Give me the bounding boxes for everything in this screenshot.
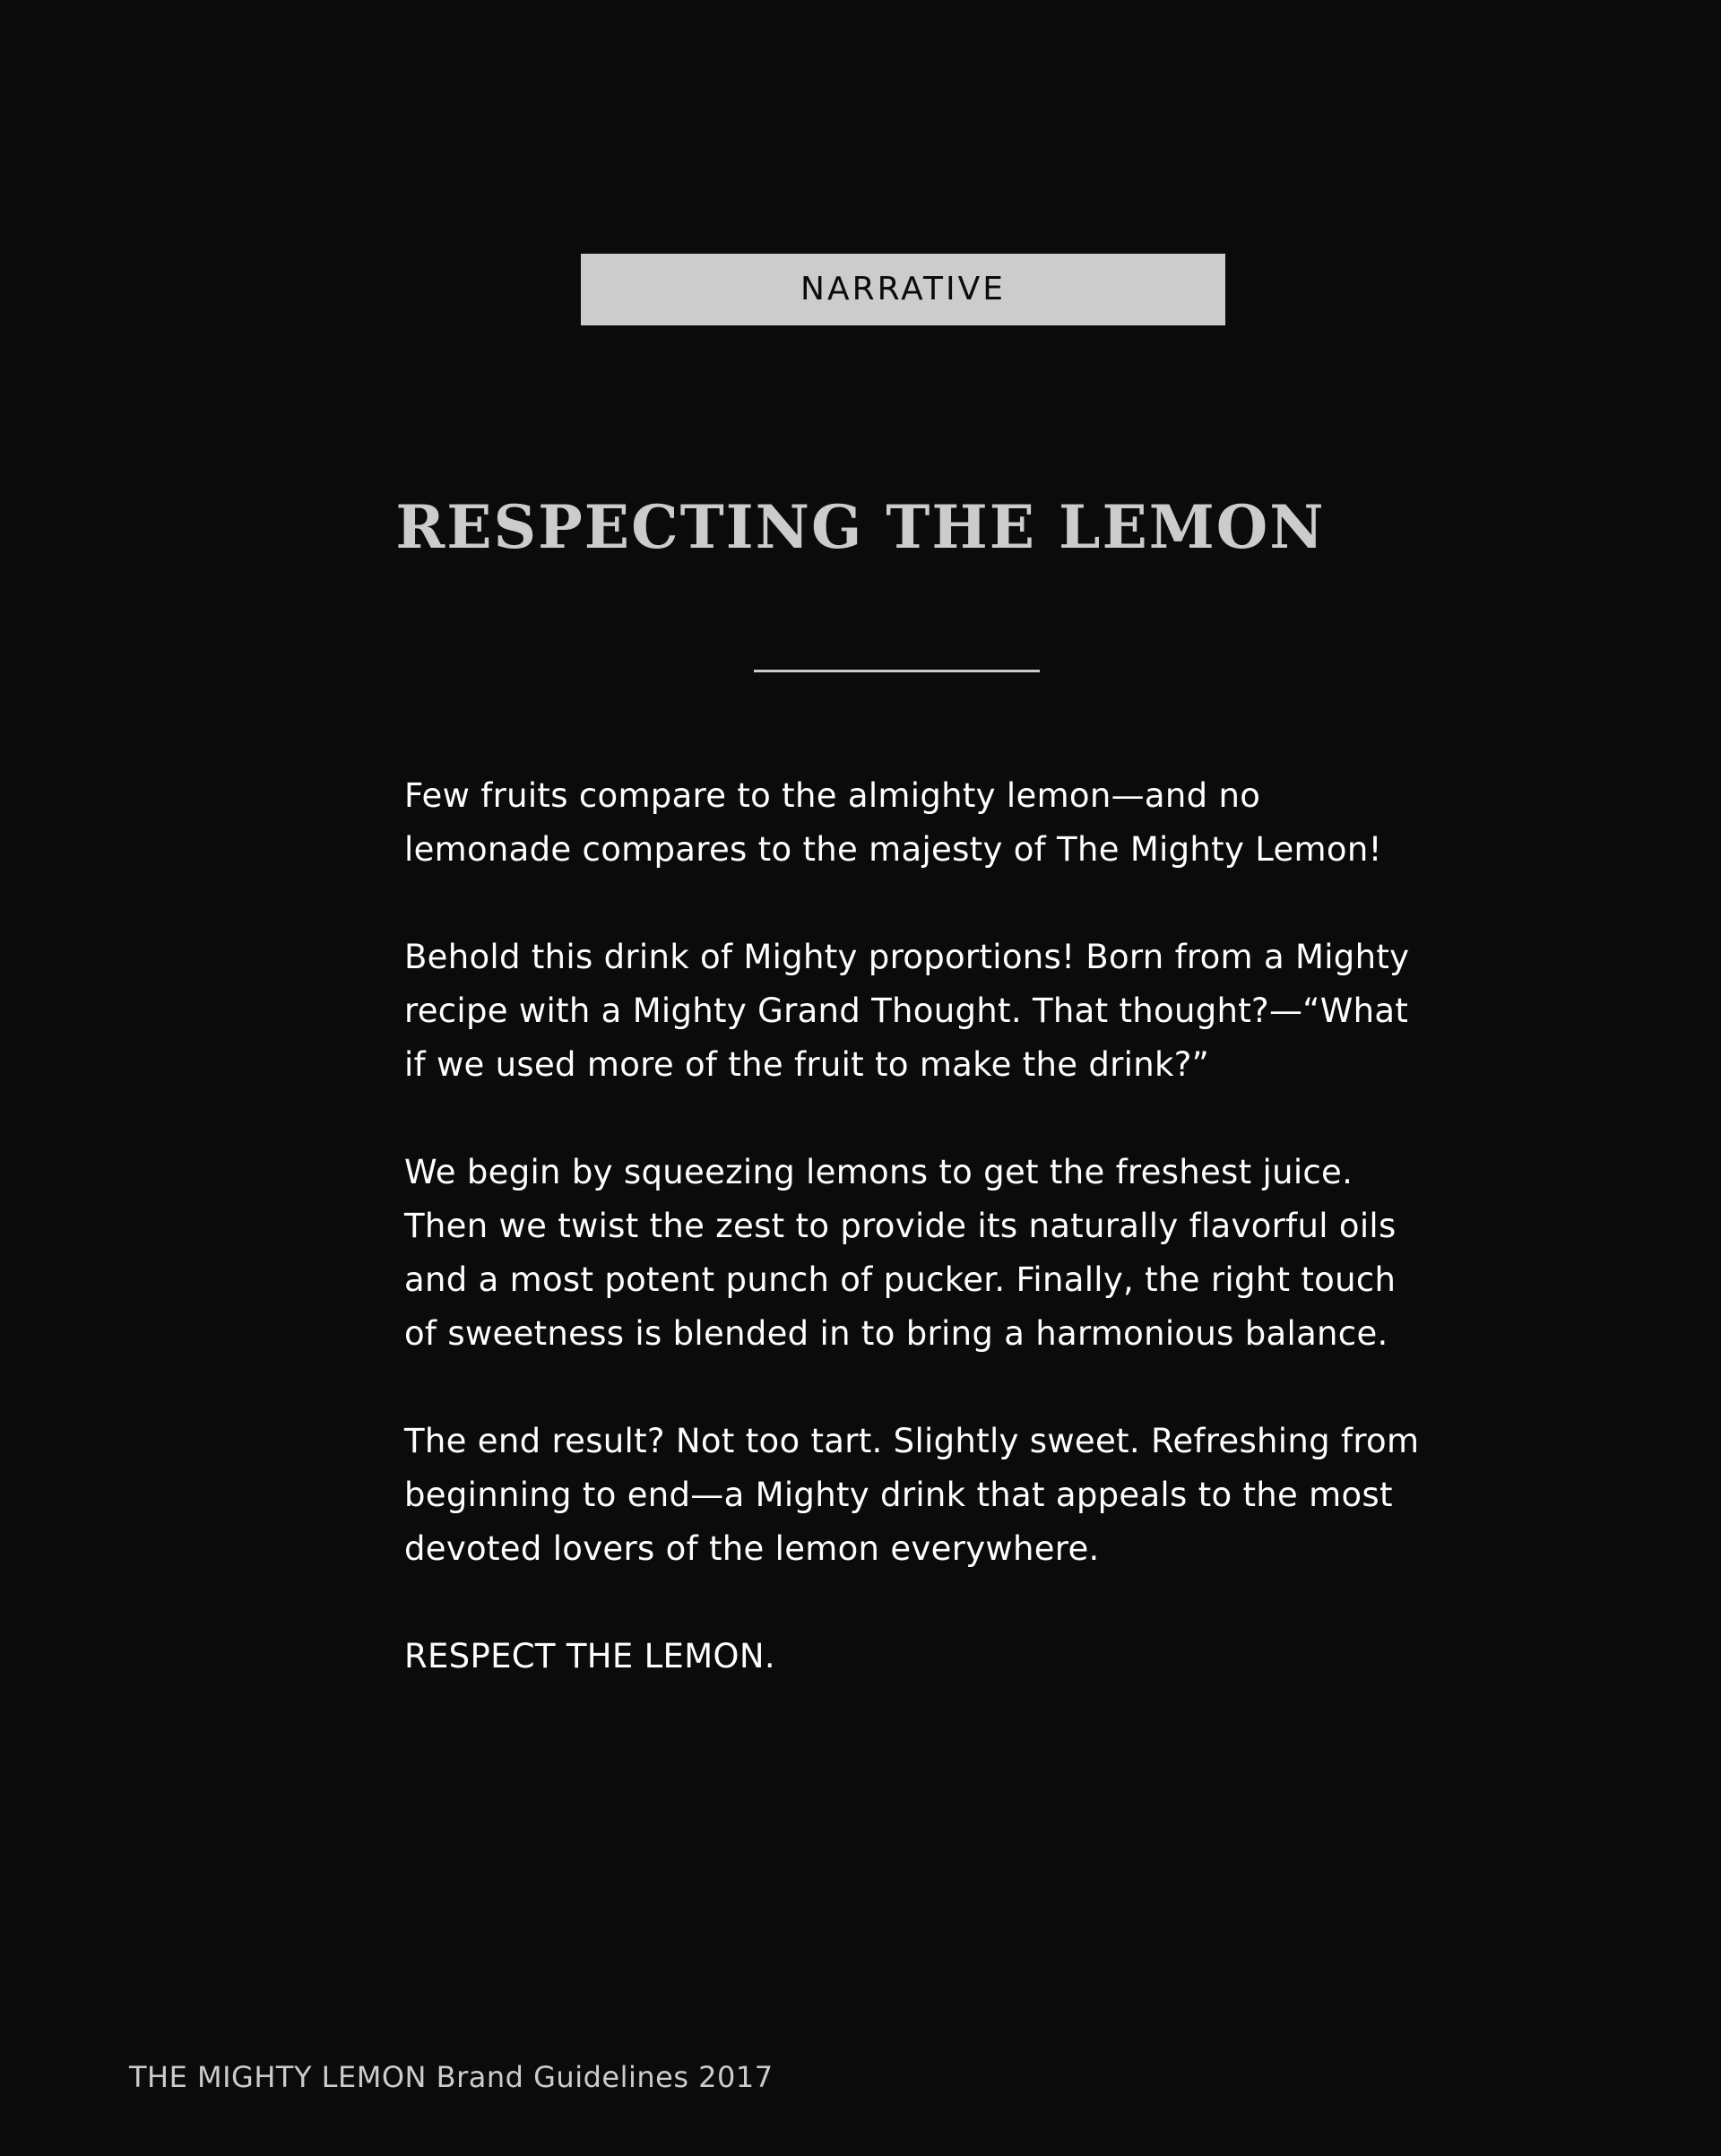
narrative-body (404, 769, 1426, 1684)
footer-doc-title: Brand Guidelines 2017 (436, 2060, 774, 2094)
paragraph: The end result? Not too tart. Slightly sweet. Refreshing from beginning to end—a Mighty drink that appeals to the most devoted lovers of the lemon everywhere. (404, 1422, 1420, 1568)
page-title: RESPECTING THE LEMON (395, 492, 1326, 562)
paragraph: Behold this drink of Mighty proportions! Born from a Mighty recipe with a Mighty Grand Thought. That thought?—“What if we used more of the fruit to make the drink?” (404, 938, 1410, 1084)
page-footer (129, 2060, 774, 2094)
footer-brand: THE MIGHTY LEMON (129, 2060, 427, 2094)
paragraph: We begin by squeezing lemons to get the freshest juice. Then we twist the zest to provide its naturally flavorful oils and a most potent punch of pucker. Finally, the right touch of sweetness is blended in to bring a harmonious balance. (404, 1153, 1397, 1353)
section-tag-label: NARRATIVE (800, 271, 1006, 307)
section-tag (581, 254, 1225, 325)
closing-line: RESPECT THE LEMON. (404, 1637, 775, 1675)
title-divider (754, 670, 1040, 672)
paragraph: Few fruits compare to the almighty lemon—and no lemonade compares to the majesty of The Mighty Lemon! (404, 776, 1382, 869)
